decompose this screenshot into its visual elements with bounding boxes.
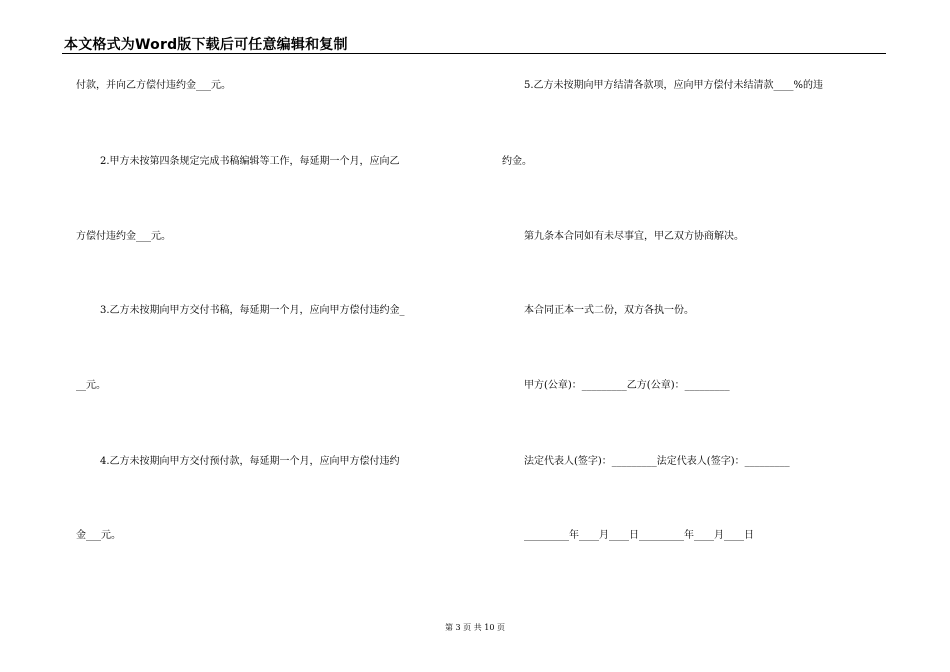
left-paragraph-line: 方偿付违约金___元。 xyxy=(76,231,171,242)
right-paragraph-line: 第九条本合同如有未尽事宜，甲乙双方协商解决。 xyxy=(524,231,744,242)
left-paragraph-line: 金___元。 xyxy=(76,530,121,541)
right-paragraph-line: 本合同正本一式二份，双方各执一份。 xyxy=(524,305,694,316)
left-paragraph-line: __元。 xyxy=(76,380,106,391)
signature-line-seal: 甲方(公章)：_________乙方(公章)：_________ xyxy=(524,380,730,391)
right-paragraph-line: 约金。 xyxy=(502,156,532,167)
left-paragraph-line: 3.乙方未按期向甲方交付书稿，每延期一个月，应向甲方偿付违约金_ xyxy=(100,305,405,316)
left-paragraph-line: 2.甲方未按第四条规定完成书稿编辑等工作，每延期一个月，应向乙 xyxy=(100,156,400,167)
signature-line-date: _________年____月____日_________年____月____日 xyxy=(524,530,754,541)
left-paragraph-line: 4.乙方未按期向甲方交付预付款，每延期一个月，应向甲方偿付违约 xyxy=(100,456,400,467)
signature-line-representative: 法定代表人(签字)：_________法定代表人(签字)：_________ xyxy=(524,456,790,467)
header-divider xyxy=(62,53,886,54)
left-paragraph-line: 付款，并向乙方偿付违约金___元。 xyxy=(76,80,231,91)
page-number-footer: 第 3 页 共 10 页 xyxy=(445,623,505,632)
document-header-title: 本文格式为Word版下载后可任意编辑和复制 xyxy=(64,37,348,53)
right-paragraph-line: 5.乙方未按期向甲方结清各款项，应向甲方偿付未结清款____%的违 xyxy=(524,80,824,91)
